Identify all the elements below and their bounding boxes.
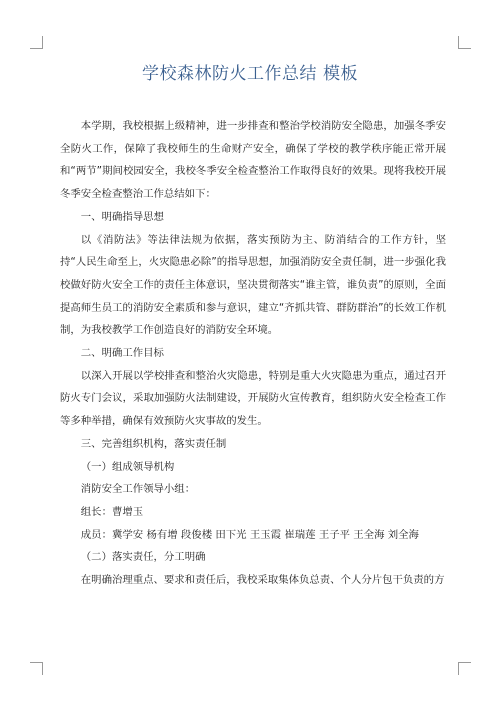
document-title: 学校森林防火工作总结 模板 xyxy=(142,64,358,84)
section-heading: 一、明确指导思想 xyxy=(80,210,164,223)
body-line: 组长：曹增玉 xyxy=(80,505,144,518)
body-paragraph: 在明确治理重点、要求和责任后，我校采取集体负总责、个人分片包干负责的方 xyxy=(80,574,445,587)
body-paragraph: 以《消防法》等法律法规为依据，落实预防为主、防消结合的工作方针，坚持“人民生命至上，火灾隐患必除”的指导思想，加强消防安全责任制，进一步强化我校做好防火安全工作的责任主体意识，坚决贯彻落实“谁主管，谁负责”的原则，全面提高师生员工的消防安全素质和参与意识，建立“齐抓共管、群防群治”的长效工作机制，为我校教学工作创造良好的消防安全环境。 xyxy=(60,233,446,337)
body-line: 成员：冀学安 杨有增 段俊楼 田下光 王玉霞 崔瑞莲 王子平 王全海 刘全海 xyxy=(80,528,419,541)
section-heading: 二、明确工作目标 xyxy=(80,347,164,360)
crop-mark-bottom-left xyxy=(30,662,43,675)
body-paragraph: 以深入开展以学校排查和整治火灾隐患，特别是重大火灾隐患为重点，通过召开防火专门会议，采取加强防火法制建设，开展防火宣传教育，组织防火安全检查工作等多种举措，确保有效预防火灾事故的发生。 xyxy=(60,369,446,428)
crop-mark-top-right xyxy=(458,36,471,49)
crop-mark-bottom-right xyxy=(458,662,471,675)
crop-mark-top-left xyxy=(30,36,43,49)
section-heading: 三、完善组织机构，落实责任制 xyxy=(80,437,227,450)
intro-paragraph: 本学期，我校根据上级精神，进一步排查和整治学校消防安全隐患，加强冬季安全防火工作，保障了我校师生的生命财产安全，确保了学校的教学秩序能正常开展和“两节”期间校园安全，我校冬季安全检查整治工作取得良好的效果。现将我校开展冬季安全检查整治工作总结如下： xyxy=(60,120,446,201)
document-body xyxy=(60,115,446,592)
subsection-heading: （二）落实责任，分工明确 xyxy=(80,551,206,564)
subsection-heading: （一）组成领导机构 xyxy=(80,460,175,473)
body-line: 消防安全工作领导小组： xyxy=(80,483,196,496)
